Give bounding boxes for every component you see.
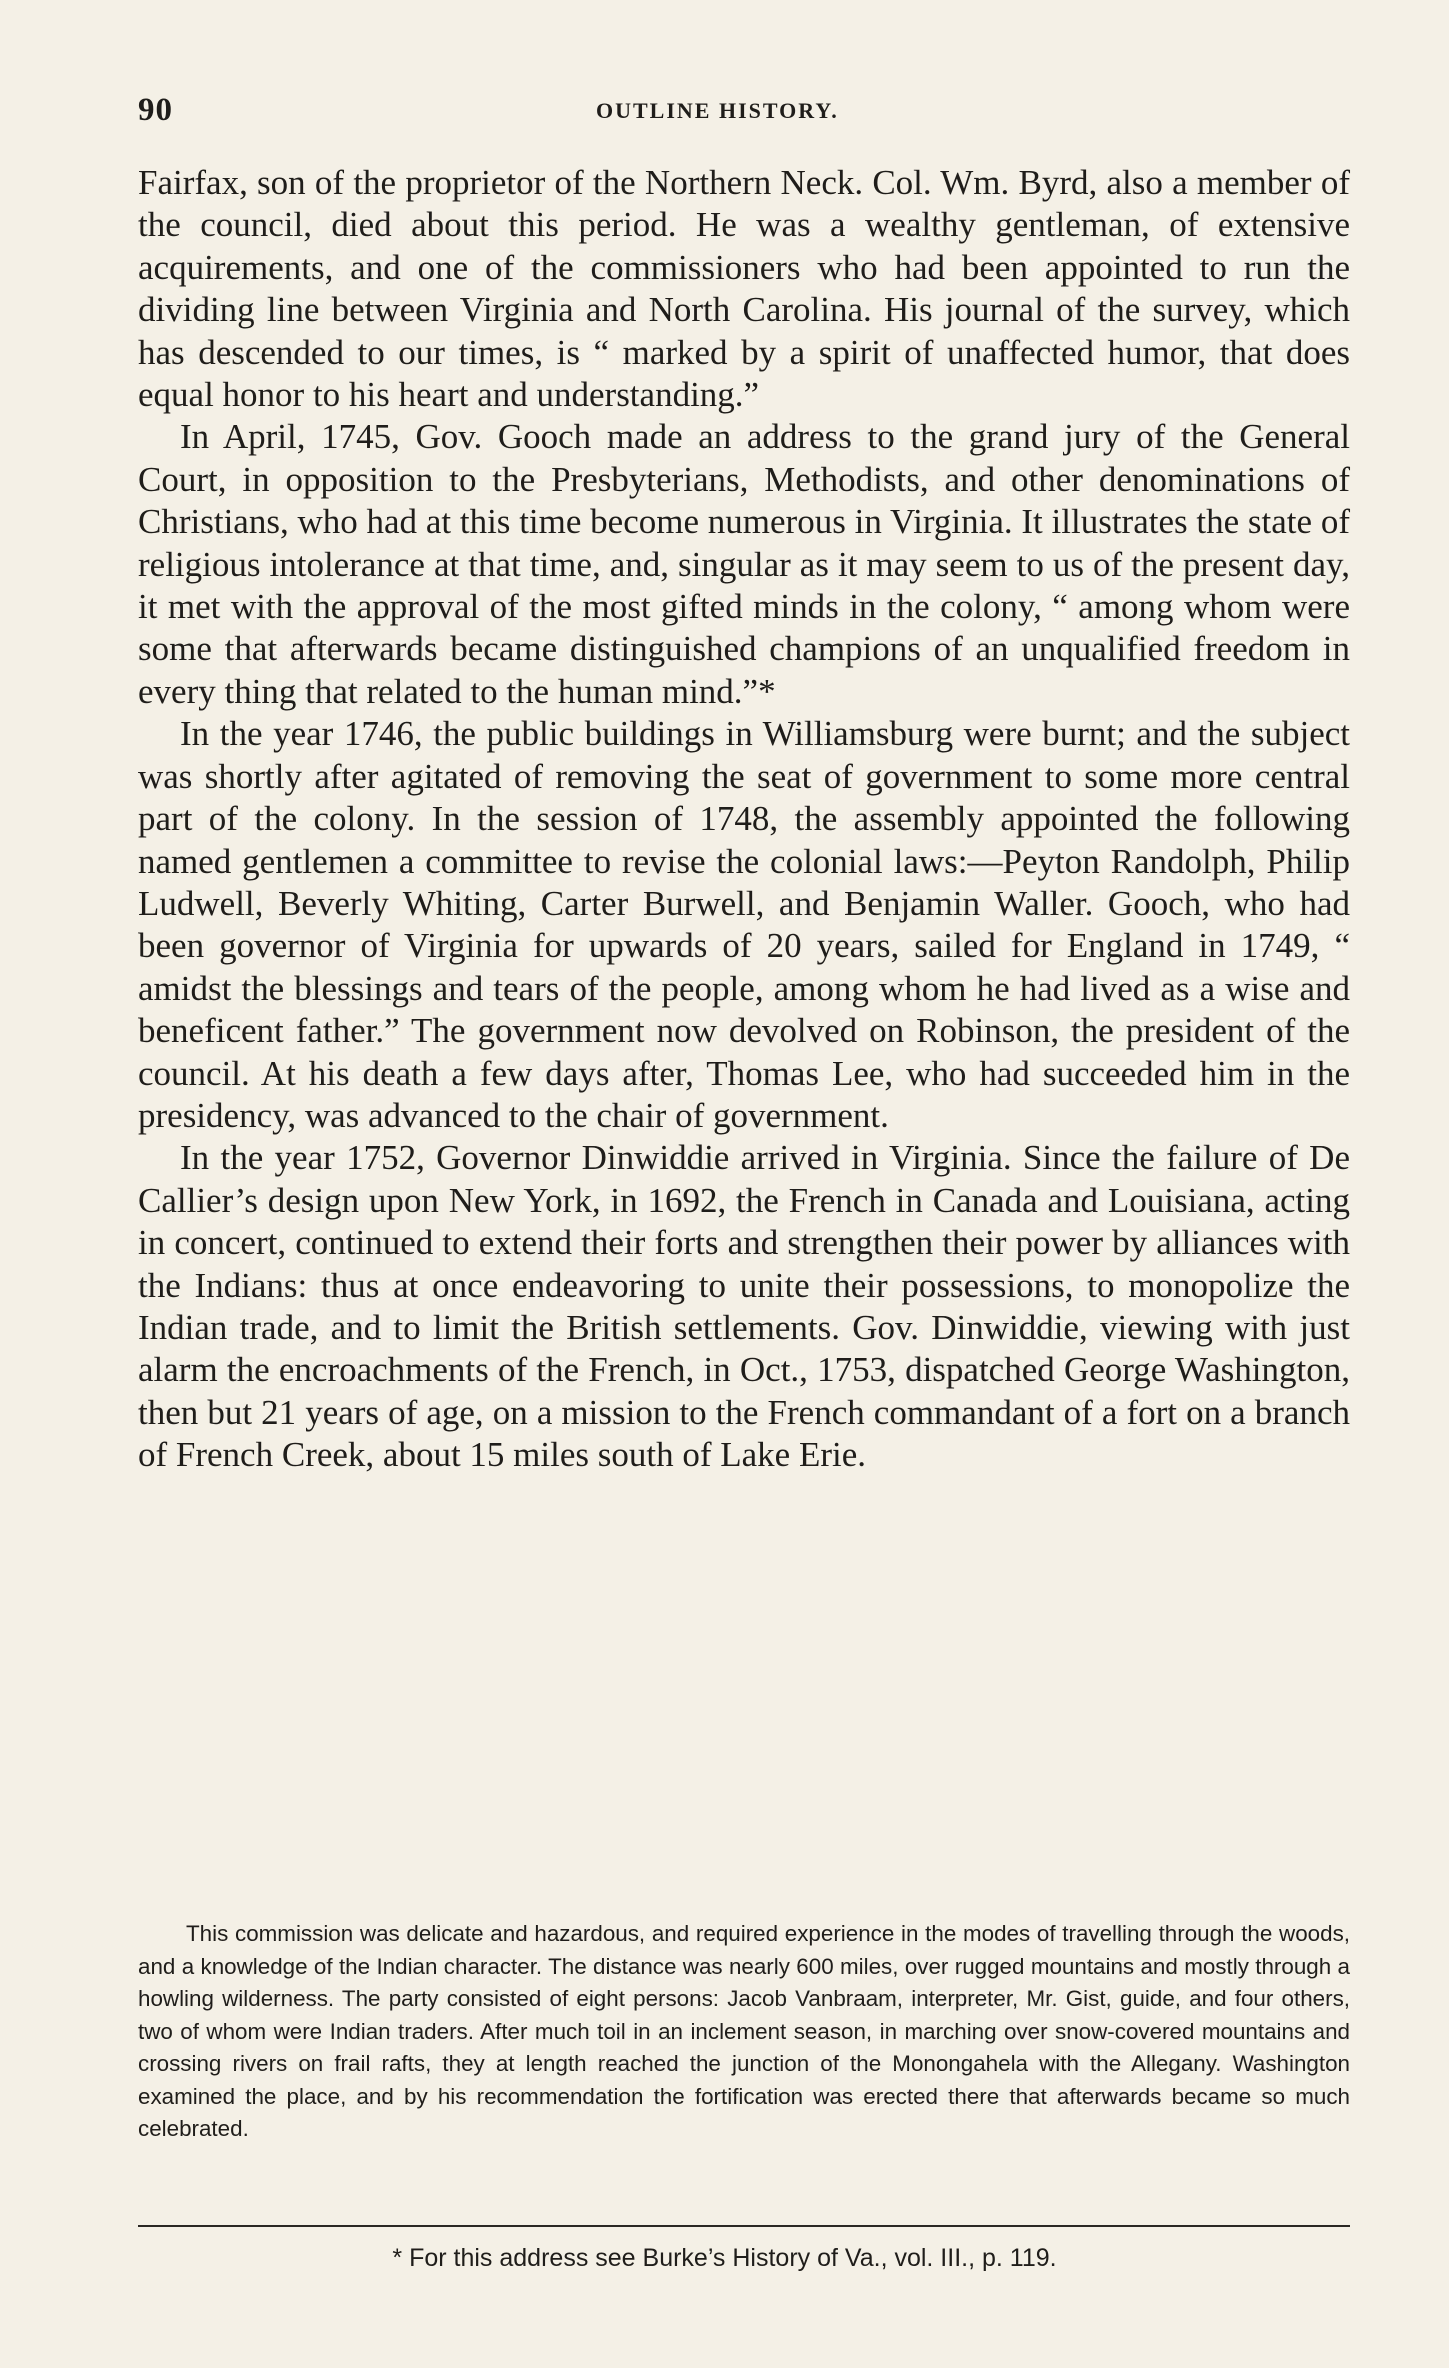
paragraph-gooch-address: In April, 1745, Gov. Gooch made an address to the grand jury of the General Court, in opposition to the Presbyterians, Methodists, and other denominations of Christians, who had at this time become numerous in Virginia. It illustrates the state of religious intolerance at that time, and, singular as it may seem to us of the present day, it met with the approval of the most gifted minds in the colony, “ among whom were some that afterwards became distinguished champions of an unqualified freedom in every thing that related to the human mind.”* <box>138 417 1350 711</box>
paragraph-williamsburg-fire: In the year 1746, the public buildings in Williamsburg were burnt; and the subject was shortly after agitated of removing the seat of government to some more central part of the colony. In the session of 1748, the assembly appointed the following named gentlemen a committee to revise the colonial laws:—Peyton Randolph, Philip Ludwell, Beverly Whiting, Carter Burwell, and Benjamin Waller. Gooch, who had been governor of Virginia for upwards of 20 years, sailed for England in 1749, “ amidst the blessings and tears of the people, among whom he had lived as a wise and beneficent father.” The government now devolved on Robinson, the president of the council. At his death a few days after, Thomas Lee, who had succeeded him in the presidency, was advanced to the chair of government. <box>138 714 1350 1135</box>
small-print-paragraph: This commission was delicate and hazardous, and required experience in the modes of travelling through the woods, and a knowledge of the Indian character. The distance was nearly 600 miles, over rugged mountains and mostly through a howling wilderness. The party consisted of eight persons: Jacob Vanbraam, interpreter, Mr. Gist, guide, and four others, two of whom were Indian traders. After much toil in an inclement season, in marching over snow-covered mountains and crossing rivers on frail rafts, they at length reached the junction of the Monongahela with the Allegany. Washington examined the place, and by his recommendation the fortification was erected there that afterwards became so much celebrated. <box>138 1921 1350 2141</box>
running-head: OUTLINE HISTORY. <box>596 98 839 123</box>
page-number: 90 <box>138 92 173 128</box>
footnote: * For this address see Burke’s History of Va., vol. III., p. 119. <box>392 2244 1057 2272</box>
paragraph-continued: Fairfax, son of the proprietor of the Northern Neck. Col. Wm. Byrd, also a member of the council, died about this period. He was a wealthy gentleman, of extensive acquirements, and one of the commissioners who had been appointed to run the dividing line between Virginia and North Carolina. His journal of the survey, which has descended to our times, is “ marked by a spirit of unaffected humor, that does equal honor to his heart and understanding.” <box>138 163 1350 415</box>
footnote-divider <box>138 2225 1350 2227</box>
paragraph-dinwiddie: In the year 1752, Governor Dinwiddie arrived in Virginia. Since the failure of De Callier’s design upon New York, in 1692, the French in Canada and Louisiana, acting in concert, continued to extend their forts and strengthen their power by alliances with the Indians: thus at once endeavoring to unite their possessions, to monopolize the Indian trade, and to limit the British settlements. Gov. Dinwiddie, viewing with just alarm the encroachments of the French, in Oct., 1753, dispatched George Washington, then but 21 years of age, on a mission to the French commandant of a fort on a branch of French Creek, about 15 miles south of Lake Erie. <box>138 1138 1350 1475</box>
main-text <box>138 162 1350 1477</box>
small-print-note <box>138 1918 1350 2146</box>
page-header <box>138 92 1350 132</box>
